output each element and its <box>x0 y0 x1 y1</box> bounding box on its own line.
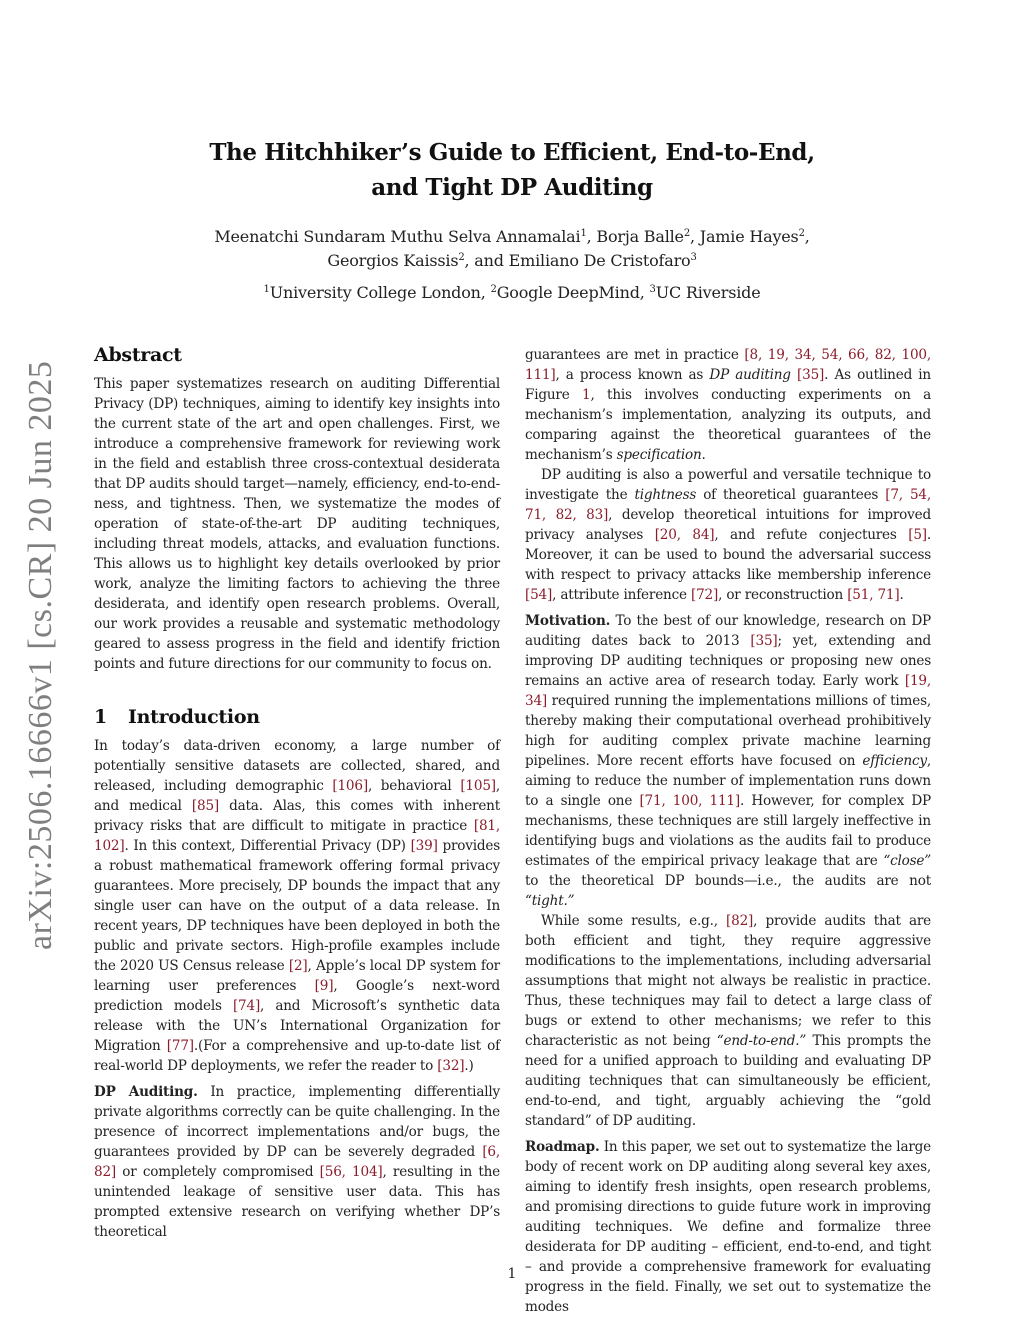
author-separator: , <box>804 227 810 246</box>
citation-link[interactable]: [35] <box>797 367 825 383</box>
citation-link[interactable]: [74] <box>232 998 261 1014</box>
paper-title <box>150 135 874 205</box>
right-paragraph-1: guarantees are met in practice [8, 19, 34, 54, 66, 82, 100, 111], a process known as DP auditing [35]. As outlined in Figure 1, this involves conducting experiments on a mechanism’s implementation, analyzing its outputs, and comparing against the theoretical guarantees of the mechanism’s specification. <box>525 347 931 463</box>
affiliation-mark: 2 <box>798 228 805 239</box>
section-title: Introduction <box>128 706 260 728</box>
citation-link[interactable]: [9] <box>314 978 334 994</box>
affiliation-mark: 2 <box>458 252 465 263</box>
citation-link[interactable]: [72] <box>690 587 719 603</box>
citation-link[interactable]: [56, 104] <box>319 1164 383 1180</box>
figure-reference-link[interactable]: 1 <box>582 387 591 403</box>
run-in-heading: Motivation. <box>525 613 611 629</box>
affiliation-name: Google DeepMind, <box>496 283 650 302</box>
affiliation-mark: 3 <box>649 284 656 295</box>
citation-link[interactable]: [106] <box>332 778 368 794</box>
citation-link[interactable]: [71, 100, 111] <box>639 793 740 809</box>
citation-link[interactable]: [51, 71] <box>847 587 900 603</box>
affiliation-mark: 1 <box>580 228 587 239</box>
abstract-heading: Abstract <box>94 344 182 366</box>
affiliation-mark: 1 <box>263 284 270 295</box>
author-name: Georgios Kaissis <box>327 251 459 270</box>
section-number: 1 <box>94 706 107 728</box>
intro-paragraph-1: In today’s data-driven economy, a large number of potentially sensitive datasets are collected, shared, and released, including demographic [106], behavioral [105], and medical [85] data. Alas, this comes with inherent privacy risks that are difficult to mitigate in practice [81, 102]. In this context, Differential Privacy (DP) [39] provides a robust mathematical framework offering formal privacy guarantees. More precisely, DP bounds the impact that any single user can have on the output of a data release. In recent years, DP techniques have been deployed in both the public and private sectors. High-profile examples include the 2020 US Census release [2], Apple’s local DP system for learning user preferences [9], Google’s next-word prediction models [74], and Microsoft’s synthetic data release with the UN’s International Organization for Migration [77].(For a comprehensive and up-to-date list of real-world DP deployments, we refer the reader to [32].) <box>94 738 501 1074</box>
citation-link[interactable]: [54] <box>525 587 553 603</box>
abstract-text: This paper systematizes research on auditing Differential Privacy (DP) techniques, aiming to identify key insights into the current state of the art and open challenges. First, we introduce a comprehensive framework for reviewing work in the field and establish three cross-contextual desiderata that DP audits should target—namely, efficiency, end-to-end-ness, and tightness. Then, we systematize the modes of operation of state-of-the-art DP auditing techniques, including threat models, attacks, and evaluation functions. This allows us to highlight key details overlooked by prior work, analyze the limiting factors to achieving the three desiderata, and identify open research problems. Overall, our work provides a reusable and systematic methodology geared to assess progress in the field and identify friction points and future directions for our community to focus on. <box>94 376 500 672</box>
affiliation-mark: 3 <box>690 252 697 263</box>
citation-link[interactable]: [82] <box>726 913 754 929</box>
intro-paragraph-dp-auditing: DP Auditing. In practice, implementing differentially private algorithms correctly can be quite challenging. In the presence of incorrect implementations and/or bugs, the guarantees provided by DP can be severely degraded [6, 82] or completely compromised [56, 104], resulting in the unintended leakage of sensitive user data. This has prompted extensive research on verifying whether DP’s theoretical <box>94 1084 500 1240</box>
author-name: , Borja Balle <box>586 227 684 246</box>
citation-link[interactable]: [7, 54, 71, 82, 83] <box>525 487 931 523</box>
author-name: , and Emiliano De Cristofaro <box>464 251 691 270</box>
affiliation-name: University College London, <box>269 283 491 302</box>
arxiv-identifier-stamp: arXiv:2506.16666v1 [cs.CR] 20 Jun 2025 <box>22 360 59 950</box>
affiliation-name: UC Riverside <box>655 283 761 302</box>
title-line-1: The Hitchhiker’s Guide to Efficient, End-to-End, <box>209 139 815 166</box>
left-column <box>94 342 500 1242</box>
affiliation-mark: 2 <box>490 284 497 295</box>
affiliation-mark: 2 <box>683 228 690 239</box>
citation-link[interactable]: [39] <box>410 838 438 854</box>
citation-link[interactable]: [5] <box>908 527 927 543</box>
author-line-1 <box>150 225 874 249</box>
title-line-2: and Tight DP Auditing <box>371 174 653 201</box>
citation-link[interactable]: [19, 34] <box>525 673 931 709</box>
author-line-2 <box>150 249 874 273</box>
citation-link[interactable]: [77] <box>166 1038 194 1054</box>
citation-link[interactable]: [35] <box>750 633 778 649</box>
right-column <box>525 345 931 1317</box>
right-paragraph-motivation: Motivation. To the best of our knowledge, research on DP auditing dates back to 2013 [35]; yet, extending and improving DP auditing techniques or proposing new ones remains an active area of research today. Early work [19, 34] required running the implementations millions of times, thereby making their computational overhead prohibitively high for auditing complex private machine learning pipelines. More recent efforts have focused on efficiency, aiming to reduce the number of implementation runs down to a single one [71, 100, 111]. However, for complex DP mechanisms, these techniques are still largely ineffective in identifying bugs and violations as the audits fail to produce estimates of the empirical privacy leakage that are “close” to the theoretical DP bounds—i.e., the audits are not “tight.” <box>525 613 932 909</box>
citation-link[interactable]: [6, 82] <box>94 1144 500 1180</box>
author-name: , Jamie Hayes <box>689 227 799 246</box>
author-name: Meenatchi Sundaram Muthu Selva Annamalai <box>214 227 581 246</box>
citation-link[interactable]: [8, 19, 34, 54, 66, 82, 100, 111] <box>525 347 931 383</box>
right-paragraph-2: DP auditing is also a powerful and versatile technique to investigate the tightness of theoretical guarantees [7, 54, 71, 82, 83], develop theoretical intuitions for improved privacy analyses [20, 84], and refute conjectures [5]. Moreover, it can be used to bound the adversarial success with respect to privacy attacks like membership inference [54], attribute inference [72], or reconstruction [51, 71]. <box>525 467 932 603</box>
citation-link[interactable]: [85] <box>191 798 219 814</box>
author-list <box>150 225 874 273</box>
citation-link[interactable]: [20, 84] <box>654 527 715 543</box>
right-paragraph-roadmap: Roadmap. In this paper, we set out to systematize the large body of recent work on DP auditing along several key axes, aiming to identify fresh insights, open research problems, and promising directions to guide future work in improving auditing techniques. We define and formalize three desiderata for DP auditing – efficient, end-to-end, and tight – and provide a comprehensive framework for evaluating progress in the field. Finally, we set out to systematize the modes <box>525 1139 931 1315</box>
run-in-heading: Roadmap. <box>525 1139 600 1155</box>
page-number: 1 <box>507 1266 517 1282</box>
run-in-heading: DP Auditing. <box>94 1084 198 1100</box>
citation-link[interactable]: [81, 102] <box>94 818 500 854</box>
citation-link[interactable]: [105] <box>460 778 496 794</box>
right-paragraph-4: While some results, e.g., [82], provide audits that are both efficient and tight, they require aggressive modifications to the implementations, including adversarial assumptions that might not always be realistic in practice. Thus, these techniques may fail to detect a large class of bugs or extend to other mechanisms; we refer to this characteristic as not being “end-to-end.” This prompts the need for a unified approach to building and evaluating DP auditing techniques that can simultaneously be efficient, end-to-end, and tight, arguably achieving the “gold standard” of DP auditing. <box>525 913 931 1129</box>
citation-link[interactable]: [2] <box>288 958 308 974</box>
citation-link[interactable]: [32] <box>437 1058 465 1074</box>
affiliation-list <box>150 281 874 305</box>
introduction-heading <box>94 704 500 730</box>
